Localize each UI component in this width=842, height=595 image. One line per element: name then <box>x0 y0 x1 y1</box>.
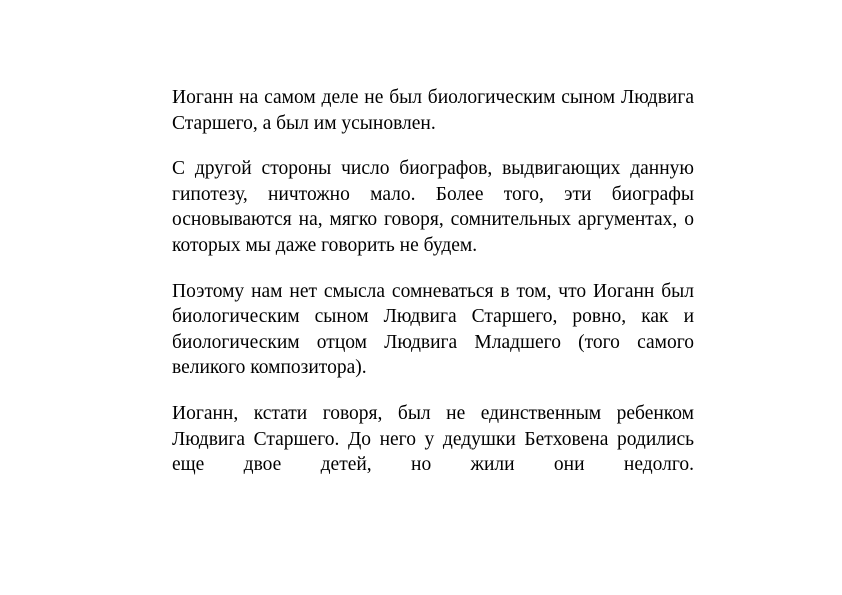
text-body <box>172 85 694 498</box>
paragraph-4: Иоганн, кстати говоря, был не единственным ребенком Людвига Старшего. До него у дедушки Бетховена родились еще двое детей, но жили они недолго. <box>172 402 694 476</box>
paragraph-1: Иоганн на самом деле не был биологическим сыном Людвига Старшего, а был им усыновлен. <box>172 87 694 134</box>
paragraph-2: С другой стороны число биографов, выдвигающих данную гипотезу, ничтожно мало. Более того, эти биографы основываются на, мягко говоря, сомнительных аргументах, о которых мы даже говорить не будем. <box>172 158 694 256</box>
paragraph-3: Поэтому нам нет смысла сомневаться в том, что Иоганн был биологическим сыном Людвига Старшего, ровно, как и биологическим отцом Людвига Младшего (того самого великого композитора). <box>172 280 694 379</box>
